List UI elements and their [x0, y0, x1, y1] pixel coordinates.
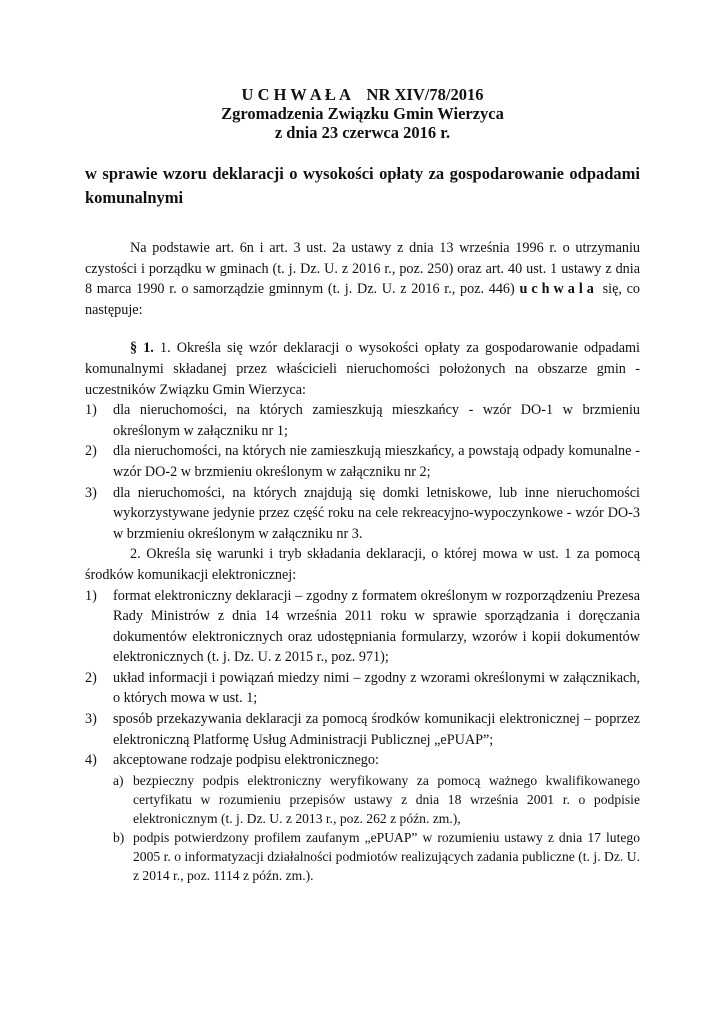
list-item-text: format elektroniczny deklaracji – zgodny z formatem określonym w rozporządzeniu Prezesa Rady Ministrów z dnia 14 września 2011 roku w sprawie sporządzania i doręczania dokumentów elektronicznych oraz udostępniania formularzy, wzorów i kopii dokumentów elektronicznych (t. j. Dz. U. z 2015 r., poz. 971);: [113, 587, 640, 666]
list-item-number: 2): [85, 443, 97, 460]
section-1-ust-1-text: 1. Określa się wzór deklaracji o wysokości opłaty za gospodarowanie odpadami komunalnymi składanej przez właścicieli nieruchomości położonych na obszarze gmin - uczestników Związku Gmin Wierzyca:: [85, 340, 640, 398]
list-item-number: 3): [85, 711, 97, 728]
list-item-number: 3): [85, 484, 97, 501]
ust-2-list: [85, 586, 640, 885]
list-item: [85, 668, 640, 709]
list-item-number: 4): [85, 752, 97, 769]
ust-1-list: [85, 400, 640, 544]
list-item: [85, 750, 640, 771]
preamble: [85, 238, 640, 320]
list-item-text: sposób przekazywania deklaracji za pomocą środków komunikacji elektronicznej – poprzez elektroniczną Platformę Usług Administracji Publicznej „ePUAP”;: [113, 711, 640, 748]
sub-list-item-text: bezpieczny podpis elektroniczny weryfikowany za pomocą ważnego kwalifikowanego certyfikatu w rozumieniu przepisów ustawy z dnia 18 września 2001 r. o podpisie elektronicznym (t. j. Dz. U. z 2013 r., poz. 262 z późn. zm.),: [133, 772, 640, 826]
preamble-ending: się, co następuje:: [85, 281, 640, 318]
list-item-text: dla nieruchomości, na których zamieszkują mieszkańcy - wzór DO-1 w brzmieniu określonym w załączniku nr 1;: [113, 402, 640, 439]
list-item: [85, 709, 640, 750]
list-item-number: 1): [85, 402, 97, 419]
section-1-ust-1: [85, 338, 640, 400]
list-item-text: dla nieruchomości, na których nie zamieszkują mieszkańcy, a powstają odpady komunalne - wzór DO-2 w brzmieniu określonym w załączniku nr 2;: [113, 443, 640, 480]
sub-list-item-text: podpis potwierdzony profilem zaufanym „ePUAP” w rozumieniu ustawy z dnia 17 lutego 2005 r. o informatyzacji działalności podmiotów realizujących zadania publiczne (t. j. Dz. U. z 2014 r., poz. 1114 z późn. zm.).: [133, 829, 640, 883]
sub-list-item: [113, 771, 640, 828]
sub-list-item: [113, 828, 640, 885]
preamble-spaced-word: uchwala: [519, 281, 598, 298]
resolution-date: z dnia 23 czerwca 2016 r.: [274, 123, 451, 142]
list-item: [85, 483, 640, 545]
list-item-number: 2): [85, 669, 97, 686]
sub-list-item-letter: a): [113, 772, 124, 788]
list-item: [85, 586, 640, 668]
spacer: [85, 320, 640, 338]
list-item-text: dla nieruchomości, na których znajdują się domki letniskowe, lub inne nieruchomości wykorzystywane jedynie przez część roku na cele rekreacyjno-wypoczynkowe - wzór DO-3 w brzmieniu określonym w załączniku nr 3.: [113, 484, 640, 542]
resolution-header: [0, 85, 725, 142]
list-item: [85, 441, 640, 482]
list-item: [85, 400, 640, 441]
list-item-number: 1): [85, 587, 97, 604]
resolution-number: U C H W A Ł A NR XIV/78/2016: [241, 85, 484, 104]
list-item-text: akceptowane rodzaje podpisu elektronicznego:: [113, 752, 379, 769]
sub-list-item-letter: b): [113, 829, 125, 845]
section-1-label: § 1.: [130, 340, 154, 357]
preamble-text: Na podstawie art. 6n i art. 3 ust. 2a ustawy z dnia 13 września 1996 r. o utrzymaniu czystości i porządku w gminach (t. j. Dz. U. z 2016 r., poz. 250) oraz art. 40 ust. 1 ustawy z dnia 8 marca 1990 r. o samorządzie gminnym (t. j. Dz. U. z 2016 r., poz. 446): [85, 240, 640, 298]
document-body: [85, 238, 640, 885]
issuing-body: Zgromadzenia Związku Gmin Wierzyca: [221, 104, 504, 123]
section-1-ust-2: 2. Określa się warunki i tryb składania deklaracji, o której mowa w ust. 1 za pomocą środków komunikacji elektronicznej:: [85, 546, 640, 583]
resolution-subject: w sprawie wzoru deklaracji o wysokości opłaty za gospodarowanie odpadami komunalnymi: [85, 164, 640, 207]
list-item-text: układ informacji i powiązań miedzy nimi – zgodny z wzorami określonymi w załącznikach, o których mowa w ust. 1;: [113, 669, 640, 707]
